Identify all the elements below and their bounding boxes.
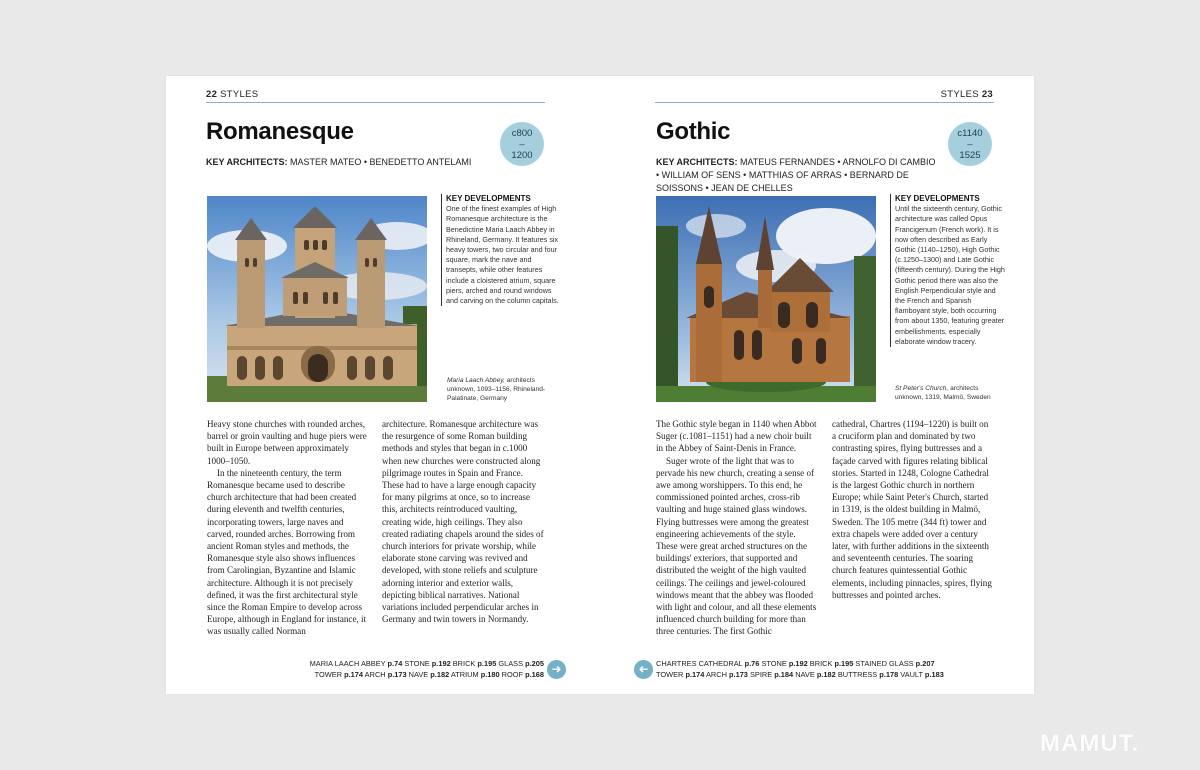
date-badge [948,122,992,166]
header-rule [206,102,545,103]
key-developments-text: One of the finest examples of High Romanesque architecture is the Benedictine Maria Laach Abbey in Rhineland, Germany. It features six heavy towers, two circular and four square, mark the nave and transepts, while other features include a cloistered atrium, square piers, arched and round windows and carving on the column capitals. [446,204,559,306]
paragraph: architecture. Romanesque architecture was the resurgence of some Roman building methods and styles that began in c.1000 when new churches were constructed along pilgrimage routes in Spain and France. These had to have a large enough capacity for many pilgrims at once, so to increase this, architects reintroduced vaulting, creating wide, high ceilings. They also created radiating chapels around the sides of church interiors for private worship, while elaborate stone carving was revived and developed, with stone reliefs and sculpture adorning interior and exterior walls, depicting biblical narratives. National variations included perpendicular arches in Germany and twin towers in Normandy. [382,419,544,625]
xref-name[interactable]: GLASS [498,659,524,668]
xref-name[interactable]: TOWER [314,670,343,679]
abbey-photo [207,196,427,402]
xref-name[interactable]: VAULT [900,670,923,679]
right-page [600,76,1034,694]
xref-page[interactable]: p.180 [480,670,500,679]
xref-line-1 [656,658,944,669]
xref-page[interactable]: p.195 [834,659,854,668]
xref-name[interactable]: CHARTRES CATHEDRAL [656,659,743,668]
xref-page[interactable]: p.182 [430,670,450,679]
page-number: 23 [981,89,993,100]
page-header-right [941,89,993,100]
xref-name[interactable]: SPIRE [749,670,773,679]
xref-page[interactable]: p.192 [788,659,808,668]
paragraph: In the nineteenth century, the term Romanesque became used to describe church architecture that had been created during eleventh and twelfth centuries, incorporating towers, large naves and carved, rounded arches. Borrowing from ancient Roman styles and methods, the Romanesque style also shows influences from Carolingian, Byzantine and Islamic architecture. Although it is not precisely defined, it was the first architectural style since the Roman Empire to develop across Europe, although in England for instance, it was usually called Norman [207,467,367,637]
date-badge [500,122,544,166]
watermark-logo: MAMUT. [1040,730,1140,757]
cross-references [310,658,544,680]
key-developments [890,194,1005,347]
body-column-1 [656,418,818,638]
date-start: c800 [511,127,533,139]
xref-name[interactable]: BUTTRESS [837,670,878,679]
xref-page[interactable]: p.184 [774,670,794,679]
xref-page[interactable]: p.182 [816,670,836,679]
xref-name[interactable]: STONE [404,659,430,668]
key-developments-text: Until the sixteenth century, Gothic architecture was called Opus Francigenum (French work). It is now often described as Early Gothic (1140–1250), High Gothic (c.1250–1300) and Late Gothic (fifteenth century). During the High Gothic period there was also the English Perpendicular style and the French and Spanish flamboyant style, both occurring from about 1350, featuring greater embellishments, especially elaborate window tracery. [895,204,1005,346]
section-label: STYLES [940,89,979,100]
xref-page[interactable]: p.178 [879,670,899,679]
church-photo [656,196,876,402]
key-architects-names: MATEUS FERNANDES • ARNOLFO DI CAMBIO • WILLIAM OF SENS • MATTHIAS OF ARRAS • BERNARD DE SOISSONS • JEAN DE CHELLES [656,157,936,193]
xref-page[interactable]: p.168 [525,670,544,679]
xref-page[interactable]: p.174 [344,670,364,679]
book-spread [166,76,1034,694]
section-label: STYLES [220,89,259,100]
key-architects [656,156,941,195]
xref-name[interactable]: ROOF [501,670,524,679]
xref-name[interactable]: BRICK [452,659,476,668]
key-architects-label: KEY ARCHITECTS: [656,157,738,167]
key-developments-title: KEY DEVELOPMENTS [446,194,531,203]
key-architects-label: KEY ARCHITECTS: [206,157,288,167]
xref-page[interactable]: p.207 [915,659,935,668]
body-column-2 [832,418,994,601]
xref-page[interactable]: p.174 [685,670,705,679]
key-developments-title: KEY DEVELOPMENTS [895,194,980,203]
xref-name[interactable]: ARCH [706,670,727,679]
photo-caption [447,376,547,403]
arrow-right-icon[interactable]: ➜ [547,660,566,679]
date-dash: – [967,138,973,150]
abbey-illustration [207,196,427,402]
xref-name[interactable]: BRICK [809,659,833,668]
key-developments [441,194,561,306]
caption-title: St Peter's Church, [895,385,949,392]
xref-name[interactable]: ATRIUM [450,670,479,679]
xref-name[interactable]: STONE [761,659,787,668]
key-architects-names: MASTER MATEO • BENEDETTO ANTELAMI [290,157,472,167]
body-column-2 [382,418,544,625]
page-title: Gothic [656,118,731,145]
xref-name[interactable]: STAINED GLASS [855,659,914,668]
page-number: 22 [206,89,218,100]
left-page [166,76,600,694]
paragraph: The Gothic style began in 1140 when Abbot Suger (c.1081–1151) had a new choir built in the Abbey of Saint-Denis in France. [656,419,817,454]
xref-page[interactable]: p.76 [744,659,760,668]
xref-page[interactable]: p.195 [477,659,497,668]
xref-name[interactable]: NAVE [408,670,429,679]
xref-name[interactable]: TOWER [656,670,684,679]
date-dash: – [519,138,525,150]
page-header-left [206,89,258,100]
xref-page[interactable]: p.173 [729,670,748,679]
xref-name[interactable]: ARCH [364,670,386,679]
body-column-1 [207,418,369,638]
photo-caption [895,384,995,402]
date-end: 1200 [511,149,533,161]
key-architects [206,156,496,169]
xref-line-1 [310,658,544,669]
xref-name[interactable]: MARIA LAACH ABBEY [309,659,386,668]
paragraph: Heavy stone churches with rounded arches, barrel or groin vaulting and huge piers were built in Europe between approximately 1000–1050. [207,419,367,466]
date-end: 1525 [959,149,981,161]
xref-line-2 [310,669,544,680]
xref-page[interactable]: p.183 [924,670,944,679]
xref-page[interactable]: p.74 [387,659,403,668]
paragraph: cathedral, Chartres (1194–1220) is built on a cruciform plan and dominated by two contrasting spires, flying buttresses and a façade carved with figures relating biblical stories. Started in 1248, Cologne Cathedral is the largest Gothic church in northern Europe; while Saint Peter's Church, started in 1319, is the oldest building in Malmö, Sweden. The 105 metre (344 ft) tower and extra chapels were added over a century later, with further additions in the sixteenth and seventeenth centuries. The soaring church features quintessential Gothic elements, including pinnacles, spires, flying buttresses and pointed arches. [832,419,992,600]
arrow-left-icon[interactable]: ➜ [634,660,653,679]
page-title: Romanesque [206,118,354,145]
xref-page[interactable]: p.205 [525,659,544,668]
church-illustration [656,196,876,402]
xref-name[interactable]: NAVE [795,670,815,679]
caption-title: Maria Laach Abbey, [447,377,505,384]
xref-page[interactable]: p.192 [431,659,451,668]
header-rule [655,102,994,103]
paragraph: Suger wrote of the light that was to pervade his new church, creating a sense of awe among worshippers. To this end, he commissioned pointed arches, cross-rib vaulting and huge stained glass windows. Flying buttresses were among the greatest engineering achievements of the style. These were great arched structures on the buildings' exteriors, that supported and distributed the weight of the high vaulted ceilings. The ceilings and jewel-coloured windows meant that the abbey was flooded with light and colour, and all these elements influenced church building for more than three centuries. The first Gothic [656,455,817,637]
cross-references [656,658,944,680]
xref-page[interactable]: p.173 [387,670,407,679]
date-start: c1140 [957,127,983,139]
xref-line-2 [656,669,944,680]
caption-details: architects unknown, 1093–1156, Rhineland-Palatinate, Germany [447,377,546,402]
caption-details: architects unknown, 1319, Malmö, Sweden [895,385,991,401]
